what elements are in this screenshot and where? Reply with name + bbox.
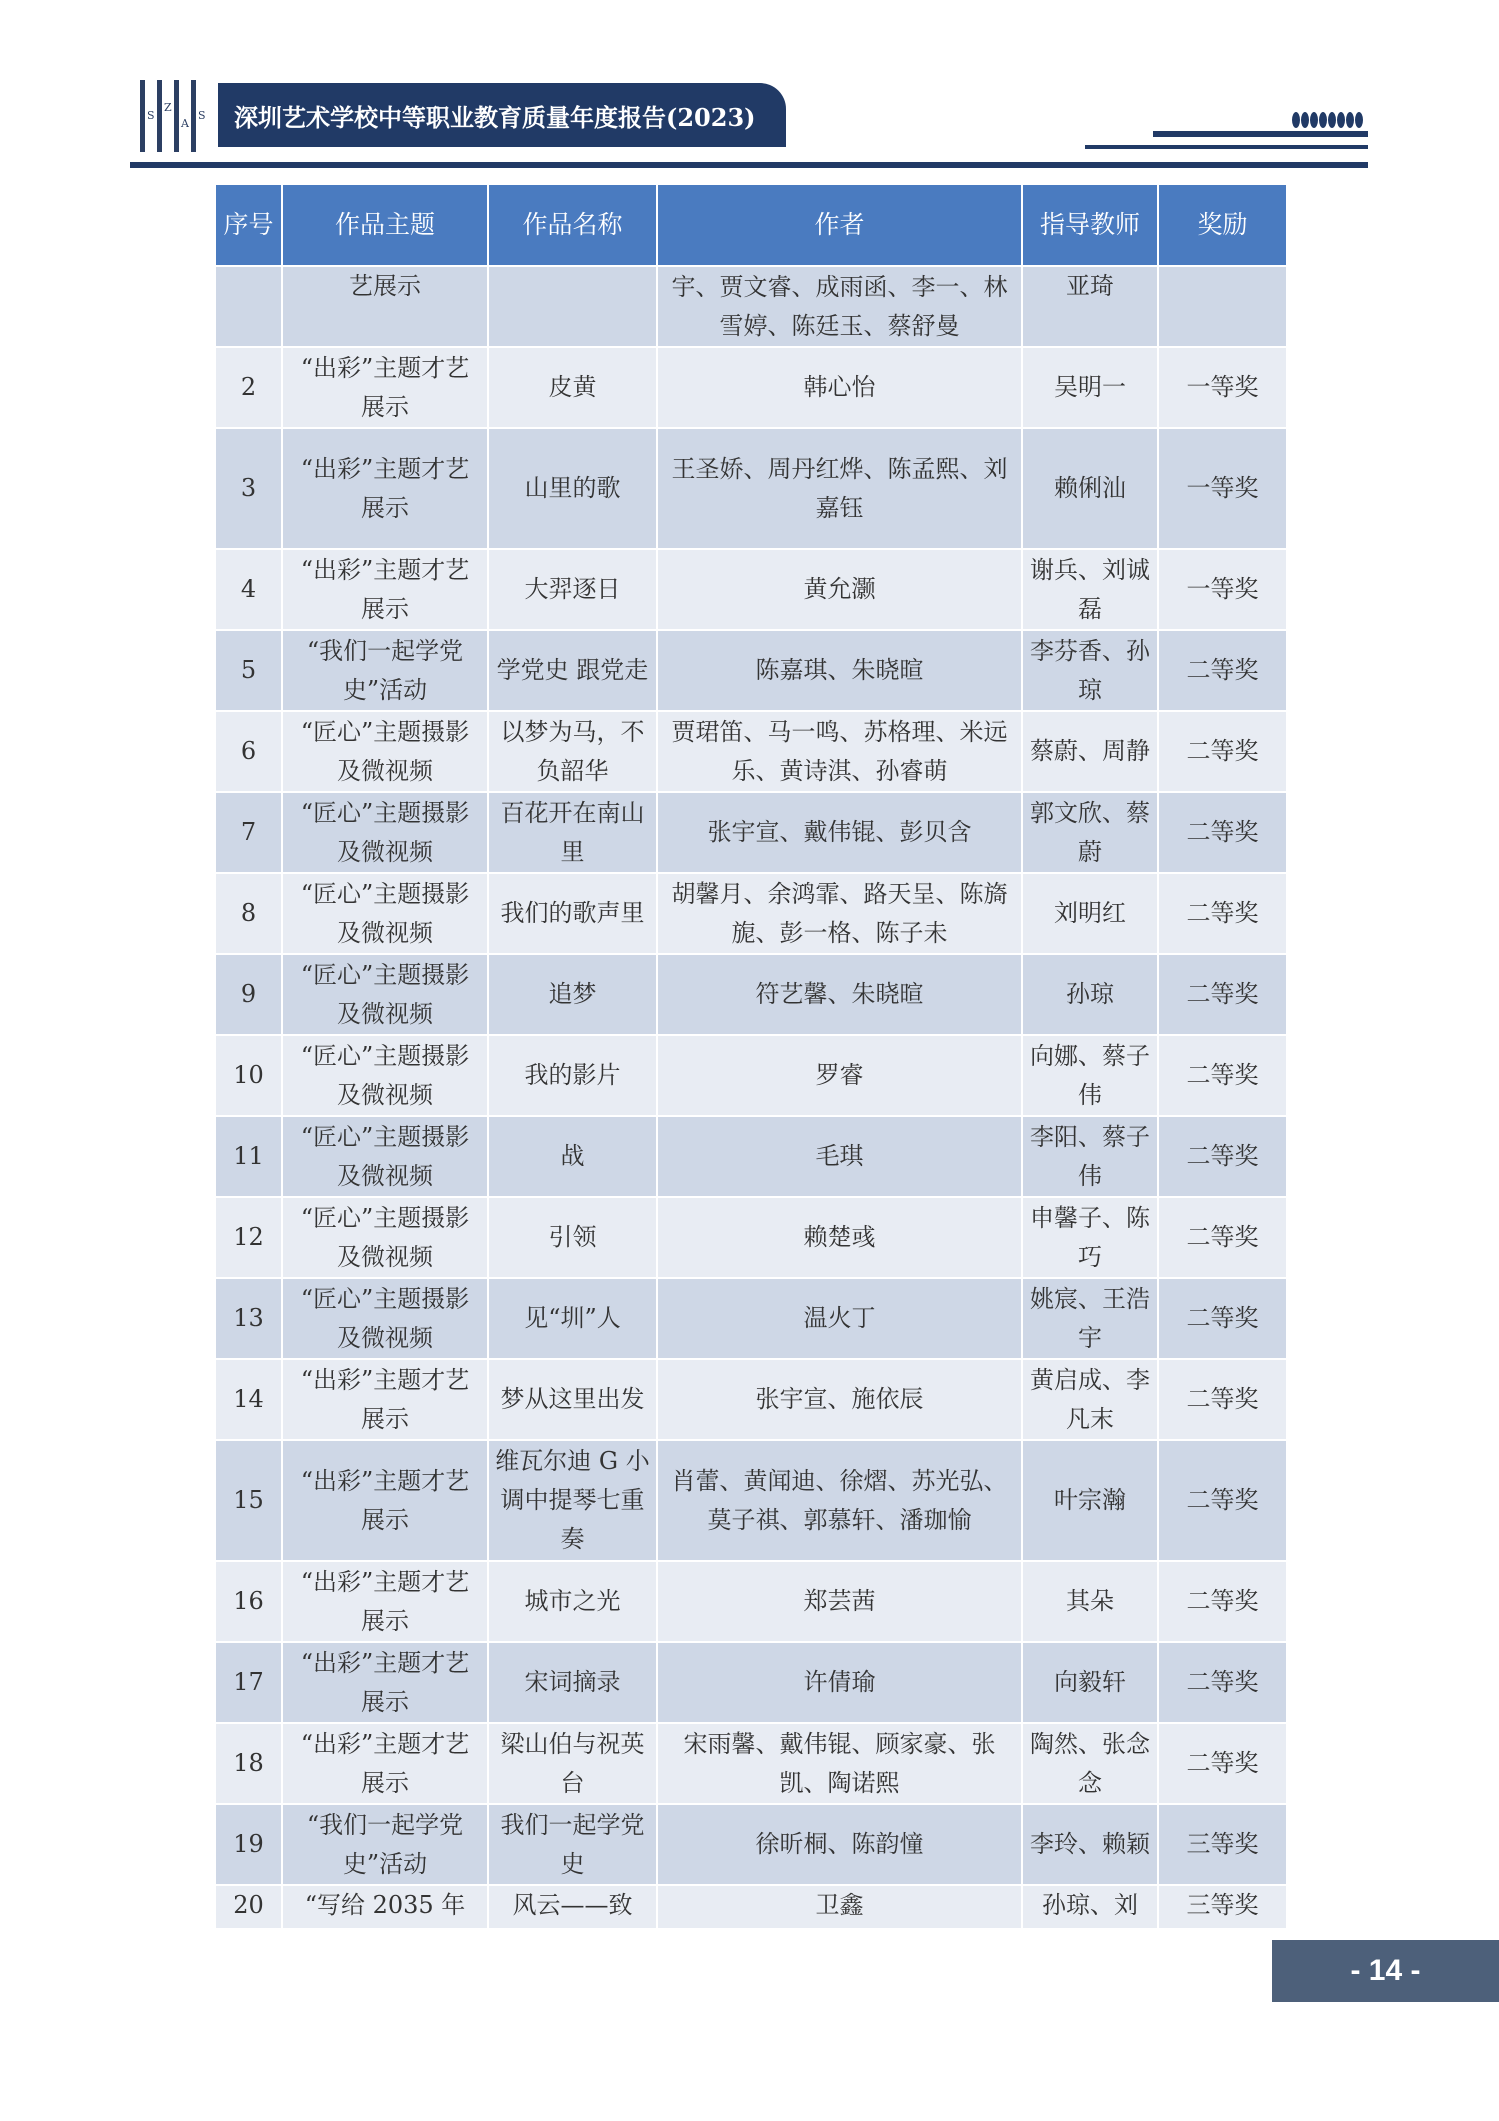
cell-work: 大羿逐日 <box>488 549 657 630</box>
cell-award: 一等奖 <box>1158 428 1287 549</box>
cell-no: 18 <box>215 1723 282 1804</box>
cell-work: 维瓦尔迪 G 小调中提琴七重奏 <box>488 1440 657 1561</box>
table-row <box>215 549 1287 630</box>
cell-award: 二等奖 <box>1158 1440 1287 1561</box>
column-header-work: 作品名称 <box>488 184 657 266</box>
table-row <box>215 873 1287 954</box>
cell-teacher: 其朵 <box>1022 1561 1158 1642</box>
cell-no: 16 <box>215 1561 282 1642</box>
cell-award: 二等奖 <box>1158 954 1287 1035</box>
cell-award: 二等奖 <box>1158 1035 1287 1116</box>
cell-theme: “匠心”主题摄影及微视频 <box>282 792 488 873</box>
cell-award: 一等奖 <box>1158 549 1287 630</box>
cell-author: 韩心怡 <box>657 347 1022 428</box>
table-row <box>215 1035 1287 1116</box>
header-rule <box>1085 145 1368 149</box>
logo-letter: S <box>147 109 155 122</box>
table-row <box>215 266 1287 347</box>
cell-award: 二等奖 <box>1158 630 1287 711</box>
cell-no: 10 <box>215 1035 282 1116</box>
table-row <box>215 1723 1287 1804</box>
cell-author: 黄允灏 <box>657 549 1022 630</box>
table-row <box>215 1885 1287 1929</box>
cell-author: 宇、贾文睿、成雨函、李一、林雪婷、陈廷玉、蔡舒曼 <box>657 266 1022 347</box>
cell-teacher: 李阳、蔡子伟 <box>1022 1116 1158 1197</box>
cell-award <box>1158 266 1287 347</box>
cell-award: 二等奖 <box>1158 1723 1287 1804</box>
column-header-award: 奖励 <box>1158 184 1287 266</box>
cell-teacher: 向毅轩 <box>1022 1642 1158 1723</box>
cell-work: 宋词摘录 <box>488 1642 657 1723</box>
school-logo <box>140 80 206 152</box>
table-row <box>215 347 1287 428</box>
cell-author: 许倩瑜 <box>657 1642 1022 1723</box>
table-row <box>215 792 1287 873</box>
cell-no: 17 <box>215 1642 282 1723</box>
cell-teacher: 孙琼、刘 <box>1022 1885 1158 1929</box>
cell-teacher: 孙琼 <box>1022 954 1158 1035</box>
cell-award: 二等奖 <box>1158 1561 1287 1642</box>
table-row <box>215 1440 1287 1561</box>
cell-teacher: 刘明红 <box>1022 873 1158 954</box>
table-row <box>215 711 1287 792</box>
cell-award: 二等奖 <box>1158 1642 1287 1723</box>
cell-author: 郑芸茜 <box>657 1561 1022 1642</box>
cell-no: 20 <box>215 1885 282 1929</box>
cell-award: 一等奖 <box>1158 347 1287 428</box>
cell-teacher: 叶宗瀚 <box>1022 1440 1158 1561</box>
cell-work: 梦从这里出发 <box>488 1359 657 1440</box>
cell-work: 皮黄 <box>488 347 657 428</box>
cell-author: 肖蕾、黄闻迪、徐熠、苏光弘、莫子祺、郭慕轩、潘珈愉 <box>657 1440 1022 1561</box>
cell-work: 我们的歌声里 <box>488 873 657 954</box>
cell-no: 11 <box>215 1116 282 1197</box>
cell-theme: “匠心”主题摄影及微视频 <box>282 1197 488 1278</box>
table-row <box>215 1642 1287 1723</box>
cell-work <box>488 266 657 347</box>
cell-work: 战 <box>488 1116 657 1197</box>
cell-theme: “写给 2035 年 <box>282 1885 488 1929</box>
cell-theme: “匠心”主题摄影及微视频 <box>282 1116 488 1197</box>
cell-no: 4 <box>215 549 282 630</box>
cell-work: 梁山伯与祝英台 <box>488 1723 657 1804</box>
cell-author: 毛琪 <box>657 1116 1022 1197</box>
cell-teacher: 陶然、张念念 <box>1022 1723 1158 1804</box>
cell-author: 温火丁 <box>657 1278 1022 1359</box>
logo-letter: Z <box>164 101 172 114</box>
cell-teacher: 申馨子、陈巧 <box>1022 1197 1158 1278</box>
cell-teacher: 谢兵、刘诚磊 <box>1022 549 1158 630</box>
table-row <box>215 1278 1287 1359</box>
cell-work: 城市之光 <box>488 1561 657 1642</box>
cell-work: 学党史 跟党走 <box>488 630 657 711</box>
cell-work: 追梦 <box>488 954 657 1035</box>
table-row <box>215 630 1287 711</box>
cell-award: 二等奖 <box>1158 1116 1287 1197</box>
cell-award: 二等奖 <box>1158 1197 1287 1278</box>
decorative-dots <box>1292 112 1368 128</box>
logo-letter: S <box>198 109 206 122</box>
column-header-author: 作者 <box>657 184 1022 266</box>
cell-theme: 艺展示 <box>282 266 488 347</box>
cell-author: 卫鑫 <box>657 1885 1022 1929</box>
cell-no: 13 <box>215 1278 282 1359</box>
cell-theme: “出彩”主题才艺展示 <box>282 549 488 630</box>
table-row <box>215 1359 1287 1440</box>
cell-no: 14 <box>215 1359 282 1440</box>
cell-teacher: 亚琦 <box>1022 266 1158 347</box>
cell-theme: “我们一起学党史”活动 <box>282 1804 488 1885</box>
cell-author: 张宇宣、施依辰 <box>657 1359 1022 1440</box>
cell-theme: “出彩”主题才艺展示 <box>282 428 488 549</box>
page-number: - 14 - <box>1272 1940 1499 2002</box>
column-header-teacher: 指导教师 <box>1022 184 1158 266</box>
table-row <box>215 428 1287 549</box>
cell-no: 6 <box>215 711 282 792</box>
cell-theme: “匠心”主题摄影及微视频 <box>282 1278 488 1359</box>
header-rule <box>1153 131 1368 137</box>
cell-author: 陈嘉琪、朱晓暄 <box>657 630 1022 711</box>
cell-teacher: 吴明一 <box>1022 347 1158 428</box>
cell-theme: “匠心”主题摄影及微视频 <box>282 1035 488 1116</box>
table-header-row <box>215 184 1287 266</box>
cell-no: 15 <box>215 1440 282 1561</box>
cell-teacher: 蔡蔚、周静 <box>1022 711 1158 792</box>
cell-work: 风云——致 <box>488 1885 657 1929</box>
cell-author: 王圣娇、周丹红烨、陈孟熙、刘嘉钰 <box>657 428 1022 549</box>
cell-no: 9 <box>215 954 282 1035</box>
table-row <box>215 1116 1287 1197</box>
cell-work: 百花开在南山里 <box>488 792 657 873</box>
cell-no: 19 <box>215 1804 282 1885</box>
cell-author: 贾珺笛、马一鸣、苏格理、米远乐、黄诗淇、孙睿萌 <box>657 711 1022 792</box>
cell-award: 二等奖 <box>1158 873 1287 954</box>
cell-no: 5 <box>215 630 282 711</box>
cell-teacher: 姚宸、王浩宇 <box>1022 1278 1158 1359</box>
table-row <box>215 1804 1287 1885</box>
cell-no: 12 <box>215 1197 282 1278</box>
cell-author: 宋雨馨、戴伟锟、顾家豪、张凯、陶诺熙 <box>657 1723 1022 1804</box>
cell-award: 三等奖 <box>1158 1885 1287 1929</box>
table-row <box>215 1197 1287 1278</box>
cell-work: 我的影片 <box>488 1035 657 1116</box>
cell-award: 二等奖 <box>1158 711 1287 792</box>
cell-theme: “匠心”主题摄影及微视频 <box>282 954 488 1035</box>
cell-author: 徐昕桐、陈韵憧 <box>657 1804 1022 1885</box>
awards-table <box>214 183 1288 1930</box>
report-title: 深圳艺术学校中等职业教育质量年度报告(2023) <box>218 83 786 147</box>
cell-theme: “出彩”主题才艺展示 <box>282 1359 488 1440</box>
logo-letter: A <box>181 117 189 130</box>
cell-teacher: 郭文欣、蔡蔚 <box>1022 792 1158 873</box>
column-header-theme: 作品主题 <box>282 184 488 266</box>
cell-theme: “出彩”主题才艺展示 <box>282 1723 488 1804</box>
table-row <box>215 954 1287 1035</box>
cell-theme: “出彩”主题才艺展示 <box>282 1440 488 1561</box>
cell-teacher: 李玲、赖颖 <box>1022 1804 1158 1885</box>
cell-author: 胡馨月、余鸿霏、路天呈、陈旖旎、彭一格、陈子未 <box>657 873 1022 954</box>
cell-teacher: 赖俐汕 <box>1022 428 1158 549</box>
cell-work: 见“圳”人 <box>488 1278 657 1359</box>
header-rule <box>130 162 1368 168</box>
cell-author: 罗睿 <box>657 1035 1022 1116</box>
cell-theme: “出彩”主题才艺展示 <box>282 1642 488 1723</box>
cell-no: 2 <box>215 347 282 428</box>
cell-no: 8 <box>215 873 282 954</box>
cell-award: 二等奖 <box>1158 1359 1287 1440</box>
cell-teacher: 李芬香、孙琼 <box>1022 630 1158 711</box>
cell-teacher: 向娜、蔡子伟 <box>1022 1035 1158 1116</box>
cell-theme: “我们一起学党史”活动 <box>282 630 488 711</box>
table-row <box>215 1561 1287 1642</box>
cell-award: 二等奖 <box>1158 792 1287 873</box>
cell-work: 山里的歌 <box>488 428 657 549</box>
column-header-no: 序号 <box>215 184 282 266</box>
cell-no <box>215 266 282 347</box>
cell-theme: “匠心”主题摄影及微视频 <box>282 711 488 792</box>
cell-author: 张宇宣、戴伟锟、彭贝含 <box>657 792 1022 873</box>
cell-work: 以梦为马，不负韶华 <box>488 711 657 792</box>
cell-teacher: 黄启成、李凡末 <box>1022 1359 1158 1440</box>
cell-theme: “出彩”主题才艺展示 <box>282 1561 488 1642</box>
cell-no: 3 <box>215 428 282 549</box>
cell-work: 引领 <box>488 1197 657 1278</box>
cell-author: 赖楚彧 <box>657 1197 1022 1278</box>
cell-theme: “匠心”主题摄影及微视频 <box>282 873 488 954</box>
cell-work: 我们一起学党史 <box>488 1804 657 1885</box>
cell-award: 三等奖 <box>1158 1804 1287 1885</box>
cell-no: 7 <box>215 792 282 873</box>
cell-award: 二等奖 <box>1158 1278 1287 1359</box>
cell-theme: “出彩”主题才艺展示 <box>282 347 488 428</box>
cell-author: 符艺馨、朱晓暄 <box>657 954 1022 1035</box>
